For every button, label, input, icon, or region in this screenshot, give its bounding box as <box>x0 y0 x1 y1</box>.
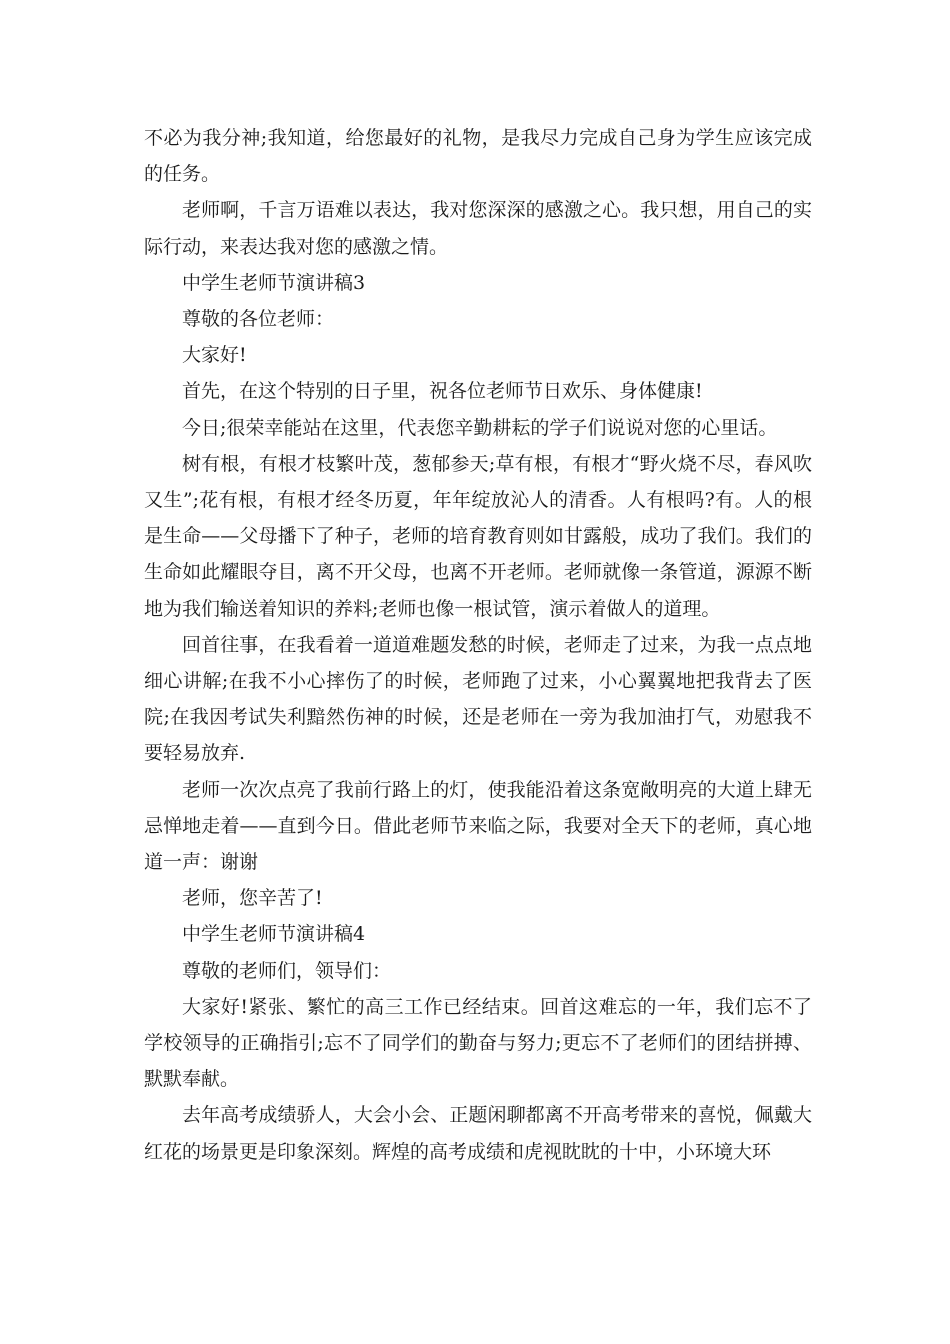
salutation: 尊敬的各位老师： <box>182 308 335 331</box>
section-heading: 中学生老师节演讲稿3 <box>182 271 366 294</box>
salutation: 尊敬的老师们，领导们： <box>182 959 392 982</box>
paragraph: 老师，您辛苦了! <box>182 887 323 910</box>
paragraph: 大家好!紧张、繁忙的高三工作已经结束。回首这难忘的一年，我们忘不了学校领导的正确指引;忘不了同学们的勤奋与努力;更忘不了老师们的团结拼搏、默默奉献。 <box>144 995 812 1091</box>
paragraph: 回首往事，在我看着一道道难题发愁的时候，老师走了过来，为我一点点地细心讲解;在我不小心摔伤了的时候，老师跑了过来，小心翼翼地把我背去了医院;在我因考试失利黯然伤神的时候，还是老师在一旁为我加油打气，劝慰我不要轻易放弃. <box>144 633 812 765</box>
paragraph: 去年高考成绩骄人，大会小会、正题闲聊都离不开高考带来的喜悦，佩戴大红花的场景更是印象深刻。辉煌的高考成绩和虎视眈眈的十中，小环境大环 <box>144 1104 812 1163</box>
paragraph: 树有根，有根才枝繁叶茂，葱郁参天;草有根，有根才“野火烧不尽，春风吹又生”;花有根，有根才经冬历夏，年年绽放沁人的清香。人有根吗?有。人的根是生命——父母播下了种子，老师的培育教育则如甘露般，成功了我们。我们的生命如此耀眼夺目，离不开父母，也离不开老师。老师就像一条管道，源源不断地为我们输送着知识的养料;老师也像一根试管，演示着做人的道理。 <box>144 452 812 620</box>
section-heading: 中学生老师节演讲稿4 <box>182 923 366 946</box>
document-body <box>144 120 812 1170</box>
paragraph: 老师啊，千言万语难以表达，我对您深深的感激之心。我只想，用自己的实际行动，来表达我对您的感激之情。 <box>144 199 812 258</box>
paragraph: 老师一次次点亮了我前行路上的灯，使我能沿着这条宽敞明亮的大道上肆无忌惮地走着——直到今日。借此老师节来临之际，我要对全天下的老师，真心地道一声：谢谢 <box>144 778 812 874</box>
paragraph: 今日;很荣幸能站在这里，代表您辛勤耕耘的学子们说说对您的心里话。 <box>182 416 778 439</box>
paragraph: 首先，在这个特别的日子里，祝各位老师节日欢乐、身体健康! <box>182 380 703 403</box>
paragraph: 不必为我分神;我知道，给您最好的礼物，是我尽力完成自己身为学生应该完成的任务。 <box>144 127 812 186</box>
greeting: 大家好! <box>182 344 247 367</box>
